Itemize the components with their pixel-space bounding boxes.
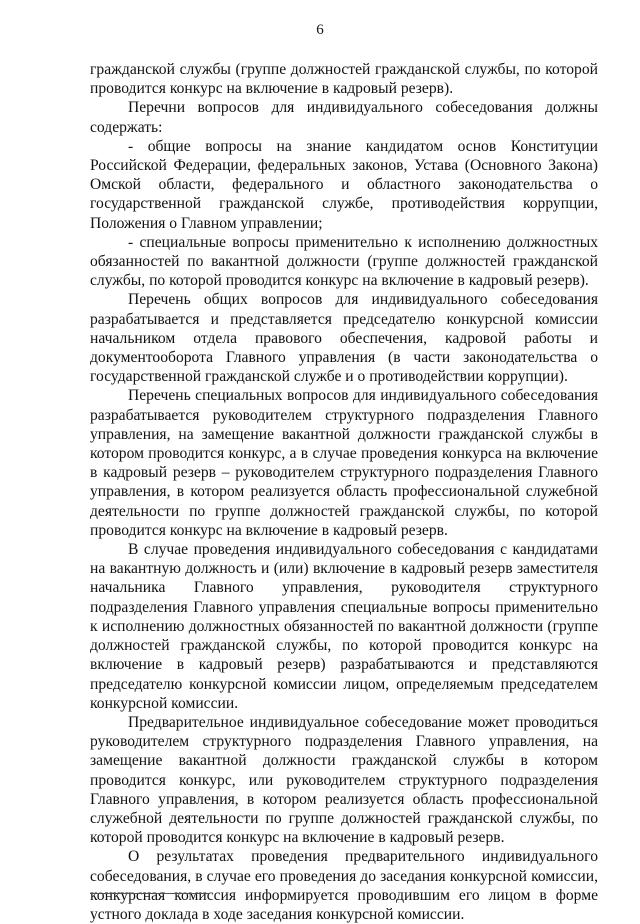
paragraph-interview-results: О результатах проведения предварительного индивидуального собеседования, в случае его проведения до заседания конкурсной комиссии, конкурсная комиссия информируется проводившим его лицом в форме устного доклада в ходе заседания конкурсной комиссии. xyxy=(90,848,598,923)
paragraph-special-questions-item: - специальные вопросы применительно к исполнению должностных обязанностей по вакантной должности (группе должностей гражданской службы, по которой проводится конкурс на включение в кадровый резерв). xyxy=(90,233,598,290)
paragraph-general-questions-item: - общие вопросы на знание кандидатом основ Конституции Российской Федерации, федеральных законов, Устава (Основного Закона) Омской области, федерального и областного законодательства о государственной гражданской службе, противодействия коррупции, Положения о Главном управлении; xyxy=(90,137,598,232)
paragraph-general-questions-list: Перечень общих вопросов для индивидуального собеседования разрабатывается и представляется председателю конкурсной комиссии начальником отдела правового обеспечения, кадровой работы и документооборота Главного управления (в части законодательства о государственной гражданской службе и о противодействии коррупции). xyxy=(90,291,598,386)
footer-divider xyxy=(90,893,210,894)
paragraph-continuation: гражданской службы (группе должностей гражданской службы, по которой проводится конкурс на включение в кадровый резерв). xyxy=(90,61,598,98)
paragraph-deputy-case: В случае проведения индивидуального собеседования с кандидатами на вакантную должность и (или) включение в кадровый резерв заместителя начальника Главного управления, руководителя структурного подразделения Главного управления специальные вопросы применительно к исполнению должностных обязанностей по вакантной должности (группе должностей гражданской службы, по которой проводится конкурс на включение в кадровый резерв) разрабатываются и представляются председателю конкурсной комиссии лицом, определяемым председателем конкурсной комиссии. xyxy=(90,541,598,712)
page-number: 6 xyxy=(316,22,324,38)
paragraph-special-questions-list: Перечень специальных вопросов для индивидуального собеседования разрабатывается руководителем структурного подразделения Главного управления, на замещение вакантной должности гражданской службы в котором проводится конкурс, а в случае проведения конкурса на включение в кадровый резерв – руководителем структурного подразделения Главного управления, в котором реализуется область профессиональной служебной деятельности по группе должностей гражданской службы, по которой проводится конкурс на включение в кадровый резерв. xyxy=(90,387,598,539)
document-body xyxy=(90,60,598,924)
paragraph-preliminary-interview: Предварительное индивидуальное собеседование может проводиться руководителем структурного подразделения Главного управления, на замещение вакантной должности гражданской службы в котором проводится конкурс, или руководителем структурного подразделения Главного управления, в котором реализуется область профессиональной служебной деятельности по группе должностей гражданской службы, по которой проводится конкурс на включение в кадровый резерв. xyxy=(90,713,598,847)
paragraph-question-lists: Перечни вопросов для индивидуального собеседования должны содержать: xyxy=(90,99,598,136)
